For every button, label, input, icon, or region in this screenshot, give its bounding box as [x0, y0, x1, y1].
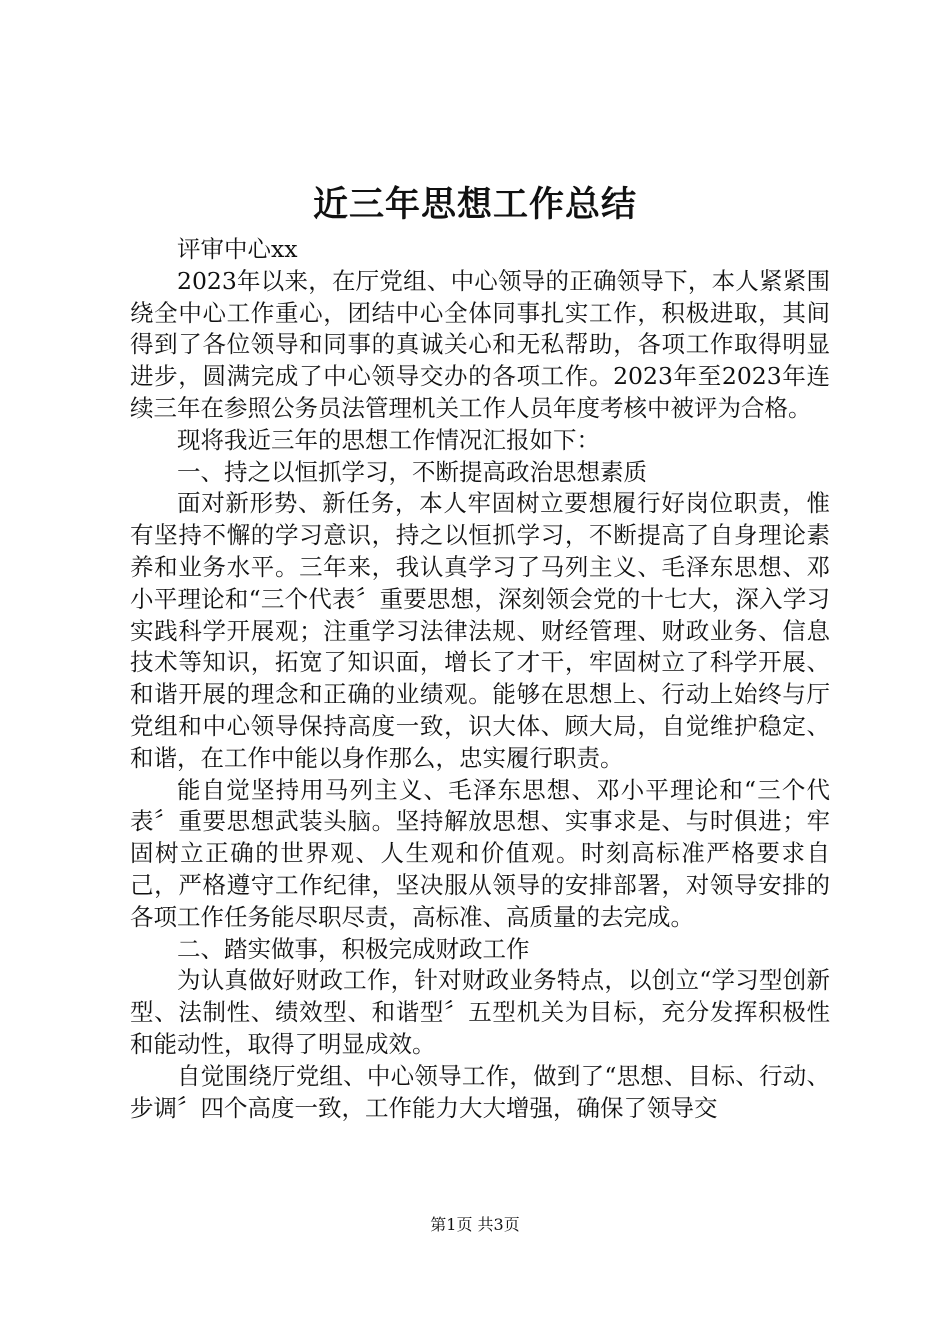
author-line: 评审中心xx — [177, 235, 298, 263]
section-heading: 一、持之以恒抓学习，不断提高政治思想素质 — [177, 457, 647, 486]
body-paragraph: 面对新形势、新任务，本人牢固树立要想履行好岗位职责，惟有坚持不懈的学习意识，持之以恒抓学习，不断提高了自身理论素养和业务水平。三年来，我认真学习了马列主义、毛泽东思想、邓小平理论和“三个代表〞重要思想，深刻领会党的十七大，深入学习实践科学开展观；注重学习法律法规、财经管理、财政业务、信息技术等知识，拓宽了知识面，增长了才干，牢固树立了科学开展、和谐开展的理念和正确的业绩观。能够在思想上、行动上始终与厅党组和中心领导保持高度一致，识大体、顾大局，自觉维护稳定、和谐，在工作中能以身作那么，忠实履行职责。 — [130, 489, 830, 772]
document-body — [130, 234, 830, 1124]
body-paragraph: 自觉围绕厅党组、中心领导工作，做到了“思想、目标、行动、步调〞四个高度一致，工作能力大大增强，确保了领导交 — [130, 1061, 830, 1122]
page-number-footer: 第1页 共3页 — [430, 1215, 520, 1234]
body-paragraph: 能自觉坚持用马列主义、毛泽东思想、邓小平理论和“三个代表〞重要思想武装头脑。坚持解放思想、实事求是、与时俱进；牢固树立正确的世界观、人生观和价值观。时刻高标准严格要求自己，严格遵守工作纪律，坚决服从领导的安排部署，对领导安排的各项工作任务能尽职尽责，高标准、高质量的去完成。 — [130, 775, 830, 931]
section-heading: 二、踏实做事，积极完成财政工作 — [177, 934, 530, 963]
body-paragraph: 现将我近三年的思想工作情况汇报如下： — [177, 425, 600, 454]
body-paragraph: 2023年以来，在厅党组、中心领导的正确领导下，本人紧紧围绕全中心工作重心，团结中心全体同事扎实工作，积极进取，其间得到了各位领导和同事的真诚关心和无私帮助，各项工作取得明显进步，圆满完成了中心领导交办的各项工作。2023年至2023年连续三年在参照公务员法管理机关工作人员年度考核中被评为合格。 — [130, 266, 830, 422]
document-title: 近三年思想工作总结 — [312, 184, 637, 225]
body-paragraph: 为认真做好财政工作，针对财政业务特点，以创立“学习型创新型、法制性、绩效型、和谐型〞五型机关为目标，充分发挥积极性和能动性，取得了明显成效。 — [130, 966, 830, 1058]
